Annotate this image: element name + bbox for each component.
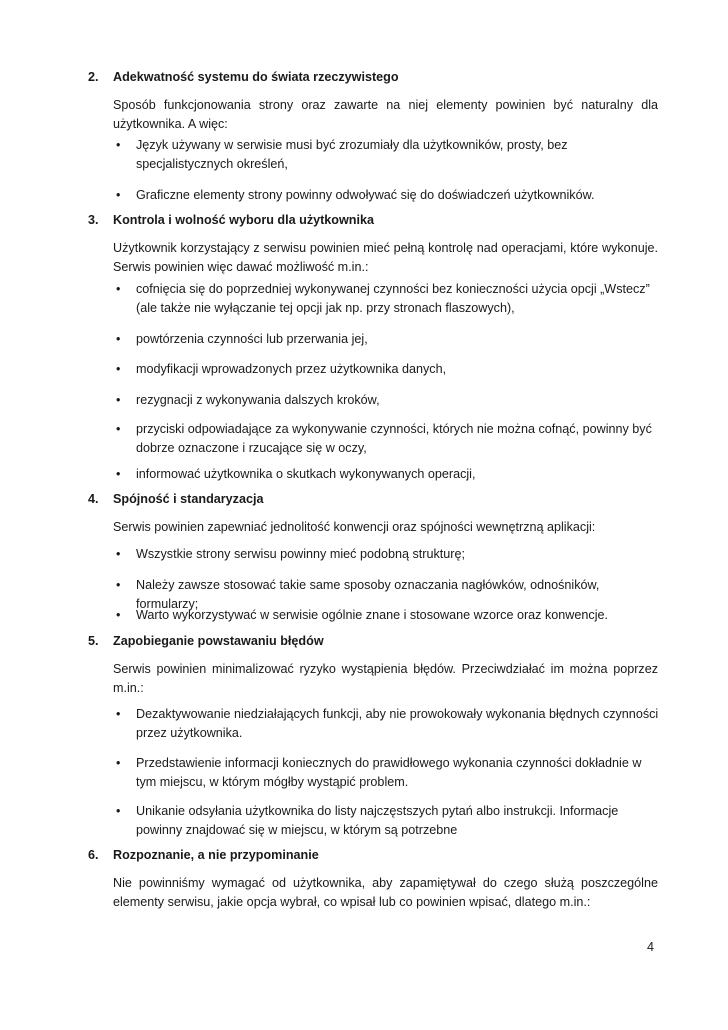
list-item: [116, 606, 661, 625]
section-intro: Nie powinniśmy wymagać od użytkownika, aby zapamiętywał do czego służą poszczególne elementy serwisu, jakie opcja wybrał, co wpisał lub co powinien wpisać, dlatego m.in.:: [113, 876, 658, 909]
section-number: 4.: [88, 492, 99, 506]
list-item-text: Przedstawienie informacji koniecznych do prawidłowego wykonania czynności dokładnie w tym miejscu, w którym mógłby wystąpić problem.: [136, 756, 642, 789]
bullet-marker: •: [116, 282, 121, 296]
section-title: Kontrola i wolność wyboru dla użytkownika: [113, 213, 375, 227]
section-title: Rozpoznanie, a nie przypominanie: [113, 848, 319, 862]
bullet-marker: •: [116, 578, 121, 592]
bullet-marker: •: [116, 188, 121, 202]
bullet-marker: •: [116, 362, 121, 376]
list-item: [116, 280, 661, 317]
bullet-marker: •: [116, 422, 121, 436]
bullet-marker: •: [116, 393, 121, 407]
page-number: 4: [647, 940, 655, 954]
section-number: 6.: [88, 848, 99, 862]
list-item-text: powtórzenia czynności lub przerwania jej,: [136, 332, 368, 346]
list-item: [116, 186, 661, 205]
list-item-text: cofnięcia się do poprzedniej wykonywanej czynności bez konieczności użycia opcji „Wstecz” (ale także nie wyłączanie tej opcji jak np. przy stronach flaszowych),: [136, 282, 650, 315]
list-item-text: Dezaktywowanie niedziałających funkcji, aby nie prowokowały wykonania błędnych czynności przez użytkownika.: [136, 707, 659, 740]
list-item: [116, 754, 661, 791]
list-item: [116, 420, 661, 457]
list-item-text: Unikanie odsyłania użytkownika do listy najczęstszych pytań albo instrukcji. Informacje powinny znajdować się w miejscu, w którym są potrzebne: [136, 804, 619, 837]
list-item: [116, 545, 661, 564]
bullet-marker: •: [116, 756, 121, 770]
list-item: [116, 465, 661, 484]
list-item-text: Język używany w serwisie musi być zrozumiały dla użytkowników, prosty, bez specjalistycznych określeń,: [136, 138, 568, 171]
section-intro: Serwis powinien zapewniać jednolitość konwencji oraz spójności wewnętrzną aplikacji:: [113, 520, 596, 534]
bullet-marker: •: [116, 332, 121, 346]
list-item: [116, 360, 661, 379]
section-heading: [88, 213, 374, 227]
section-heading: [88, 848, 319, 862]
bullet-marker: •: [116, 804, 121, 818]
list-item: [116, 705, 661, 742]
list-item-text: rezygnacji z wykonywania dalszych kroków,: [136, 393, 380, 407]
list-item-text: Graficzne elementy strony powinny odwoływać się do doświadczeń użytkowników.: [136, 188, 595, 202]
bullet-marker: •: [116, 608, 121, 622]
list-item: [116, 136, 661, 173]
section-title: Zapobieganie powstawaniu błędów: [113, 634, 324, 648]
section-intro: Użytkownik korzystający z serwisu powinien mieć pełną kontrolę nad operacjami, które wykonuje. Serwis powinien więc dawać możliwość m.in.:: [113, 241, 658, 274]
list-item-text: Wszystkie strony serwisu powinny mieć podobną strukturę;: [136, 547, 465, 561]
section-title: Adekwatność systemu do świata rzeczywistego: [113, 70, 399, 84]
section-intro: Serwis powinien minimalizować ryzyko wystąpienia błędów. Przeciwdziałać im można poprzez m.in.:: [113, 662, 658, 695]
list-item-text: informować użytkownika o skutkach wykonywanych operacji,: [136, 467, 476, 481]
section-number: 3.: [88, 213, 99, 227]
section-intro: Sposób funkcjonowania strony oraz zawarte na niej elementy powinien być naturalny dla użytkownika. A więc:: [113, 98, 658, 131]
section-heading: [88, 70, 399, 84]
section-heading: [88, 492, 263, 506]
section-number: 5.: [88, 634, 99, 648]
list-item: [116, 330, 661, 349]
section-heading: [88, 634, 324, 648]
section-number: 2.: [88, 70, 99, 84]
list-item-text: Warto wykorzystywać w serwisie ogólnie znane i stosowane wzorce oraz konwencje.: [136, 608, 608, 622]
list-item: [116, 391, 661, 410]
list-item-text: przyciski odpowiadające za wykonywanie czynności, których nie można cofnąć, powinny być dobrze oznaczone i rzucające się w oczy,: [136, 422, 652, 455]
list-item-text: modyfikacji wprowadzonych przez użytkownika danych,: [136, 362, 447, 376]
bullet-marker: •: [116, 138, 121, 152]
list-item: [116, 802, 661, 839]
bullet-marker: •: [116, 467, 121, 481]
bullet-marker: •: [116, 707, 121, 721]
section-title: Spójność i standaryzacja: [113, 492, 264, 506]
list-item-text: Należy zawsze stosować takie same sposoby oznaczania nagłówków, odnośników, formularzy;: [136, 578, 600, 611]
bullet-marker: •: [116, 547, 121, 561]
